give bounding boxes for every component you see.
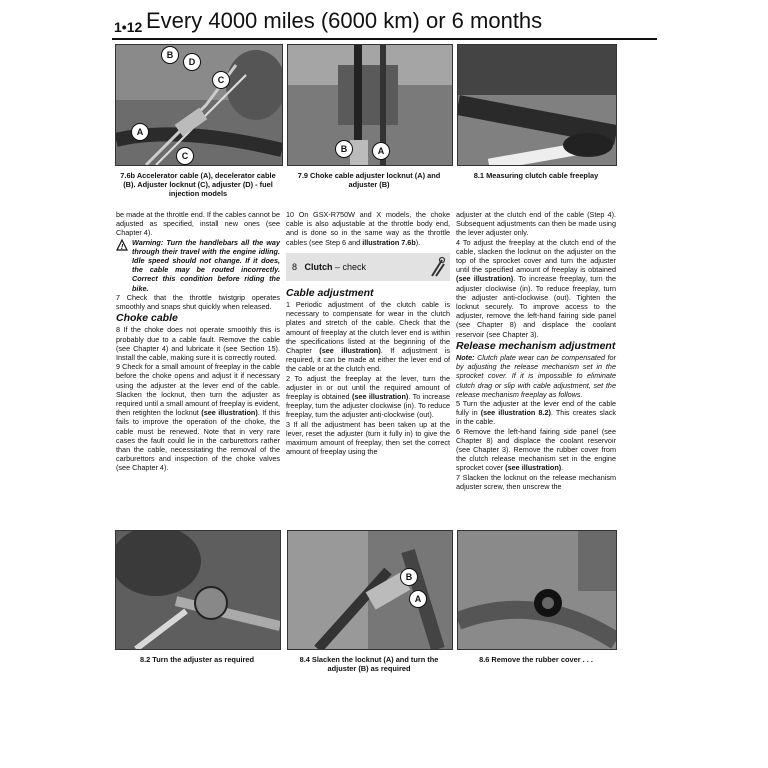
figure-caption: 8.2 Turn the adjuster as required (139, 655, 255, 664)
illustration-reference: (see illustration) (319, 346, 381, 356)
paragraph: 5 Turn the adjuster at the lever end of the cable fully in (see illustration 8.2). This creates slack in the cable. (456, 399, 616, 427)
warning-icon (116, 239, 128, 251)
photo-choke-cable (287, 44, 453, 166)
photo-clutch-freeplay (457, 44, 617, 166)
warning-paragraph: ! Warning: Turn the handlebars all the way through their travel with the engine idling. Idle speed should not change. If it does, the cable may be routed incorrectly. Correct this condition before riding the bike. (116, 238, 280, 293)
photo-lever-adjuster (115, 530, 281, 650)
paragraph: 8 If the choke does not operate smoothly this is probably due to a cable fault. Remove the cable (see Chapter 4) and lubricate it (see Section 15). Install the cable, making sure it is correctly routed. (116, 325, 280, 363)
tools-icon (430, 256, 446, 278)
page-number: 1•12 (114, 19, 143, 35)
figure-caption: 8.6 Remove the rubber cover . . . (479, 655, 593, 664)
callout-label: B (161, 46, 179, 64)
figure-caption: 7.9 Choke cable adjuster locknut (A) and adjuster (B) (297, 171, 441, 189)
callout-label: C (176, 147, 194, 165)
callout-label: D (183, 53, 201, 71)
callout-label: C (212, 71, 230, 89)
callout-label: B (335, 140, 353, 158)
illustration-reference: (see illustration) (351, 392, 409, 402)
illustration-reference: (see illustration 8.2) (480, 408, 551, 418)
paragraph: 1 Periodic adjustment of the clutch cable is necessary to compensate for wear in the clutch plates and stretch of the cable. Check that the amount of freeplay at the clutch lever end is within the specifications listed at the beginning of the Chapter (see illustration). If adjustment is required, it can be made at either the lever end of the cable or at the clutch end. (286, 300, 451, 374)
page-header (112, 8, 657, 40)
illustration-reference: illustration 7.6b (362, 237, 416, 247)
page-title: Every 4000 miles (6000 km) or 6 months (146, 8, 543, 33)
paragraph: 2 To adjust the freeplay at the lever, turn the adjuster in or out until the required amount of freeplay is obtained (see illustration). To increase freeplay, turn the adjuster clockwise (in). To reduce freeplay, turn the adjuster anti-clockwise (out). (286, 373, 451, 420)
svg-text:!: ! (120, 243, 124, 251)
paragraph: adjuster at the clutch end of the cable (Step 4). Subsequent adjustments can then be made using the lever adjuster only. (456, 210, 616, 238)
section-heading: Choke cable (116, 312, 178, 325)
paragraph: be made at the throttle end. If the cables cannot be adjusted as specified, install new ones (see Chapter 4). (116, 210, 280, 238)
paragraph: 3 If all the adjustment has been taken up at the lever, reset the adjuster (turn it fully in) to give the maximum amount of freeplay, then set the correct amount of freeplay using the (286, 419, 450, 457)
note-paragraph: Note: Clutch plate wear can be compensated for by adjusting the release mechanism set in the sprocket cover. If it is impossible to eliminate clutch drag or slip with cable adjustment, set the release mechanism freeplay as follows. (456, 353, 616, 399)
callout-label: A (409, 590, 427, 608)
section-banner: 8 Clutch – check (286, 253, 450, 281)
figure-caption: 7.6b Accelerator cable (A), decelerator cable (B). Adjuster locknut (C), adjuster (D) - fuel injection models (120, 171, 276, 198)
callout-label: A (372, 142, 390, 160)
callout-label: A (131, 123, 149, 141)
callout-label: B (400, 568, 418, 586)
figure-caption: 8.4 Slacken the locknut (A) and turn the adjuster (B) as required (299, 655, 439, 673)
paragraph: 6 Remove the left-hand fairing side panel (see Chapter 8) and displace the coolant reservoir (see Chapter 3). Remove the rubber cover from the clutch release mechanism set in the engine sprocket cover (see illustration). (456, 426, 616, 473)
section-heading: Cable adjustment (286, 286, 374, 299)
paragraph: 4 To adjust the freeplay at the clutch end of the cable, slacken the locknut on the adjuster on the top of the sprocket cover and turn the adjuster until the specified amount of freeplay is obtained (see illustration). To increase freeplay, turn the adjuster clockwise (in). To reduce freeplay, turn the adjuster anti-clockwise (out). Tighten the locknut securely. To improve access to the adjuster, remove the left-hand fairing side panel (see Chapter 8) and displace the coolant reservoir (see Chapter 3). (456, 237, 616, 339)
illustration-reference: (see illustration) (505, 463, 562, 473)
photo-rubber-cover (457, 530, 617, 650)
figure-caption: 8.1 Measuring clutch cable freeplay (473, 171, 599, 180)
illustration-reference: (see illustration) (456, 274, 514, 284)
text-column-1 (116, 210, 280, 473)
section-heading: Release mechanism adjustment (456, 339, 616, 352)
photo-clutch-adjuster (287, 530, 453, 650)
illustration-reference: (see illustration) (201, 408, 258, 418)
paragraph: 7 Slacken the locknut on the release mechanism adjuster screw, then unscrew the (456, 472, 616, 491)
paragraph: 9 Check for a small amount of freeplay in the cable before the choke opens and adjust it if necessary using the adjuster at the lever end of the cable. Slacken the locknut, then turn the adjuster as required until a small amount of freeplay is evident, then retighten the locknut (see illustration). If this fails to improve the operation of the choke, the cable must be renewed. Note that in very rare cases the fault could lie in the carburettors rather than the cable, necessitating the removal of the carburettors and inspection of the choke valves (see Chapter 4). (116, 362, 281, 473)
paragraph: 10 On GSX-R750W and X models, the choke cable is also adjustable at the throttle body end, and is done so in the same way as the throttle cables (see Step 6 and illustration 7.6b). (286, 210, 450, 247)
text-column-3 (456, 210, 616, 491)
paragraph: 7 Check that the throttle twistgrip operates smoothly and snaps shut quickly when released. (116, 292, 280, 312)
text-column-2 (286, 210, 450, 456)
